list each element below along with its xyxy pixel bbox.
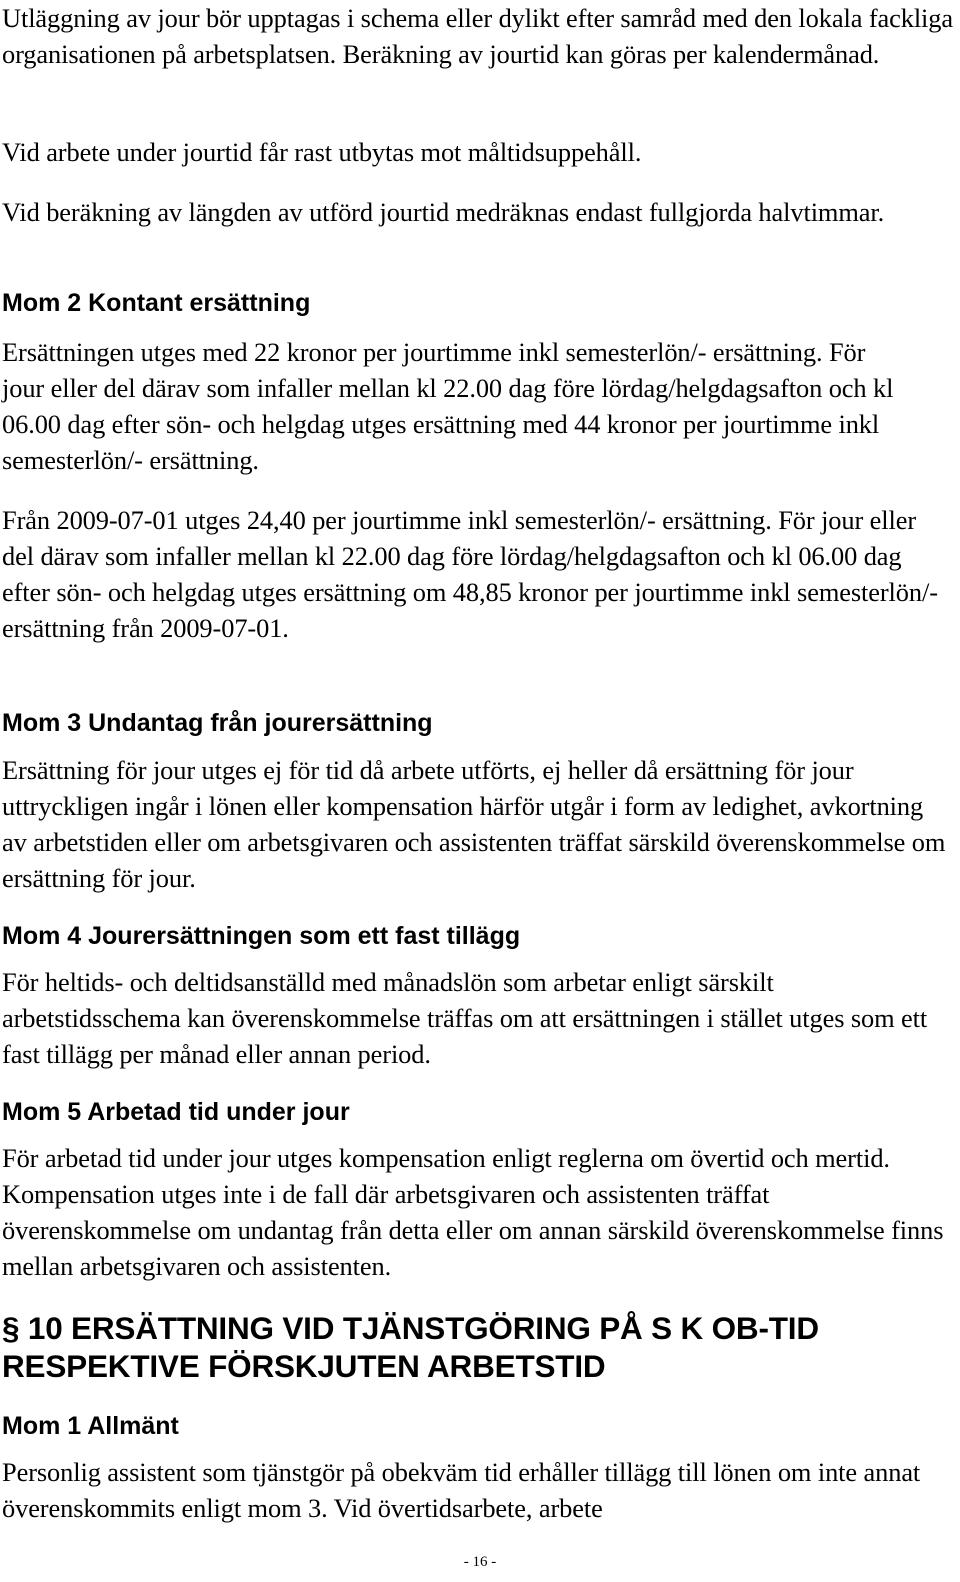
paragraph: Utläggning av jour bör upptagas i schema eller dylikt efter samråd med den lokala fackliga organisationen på arbetsplatsen. Beräkning av jourtid kan göras per kalendermånad. — [2, 3, 953, 69]
page-number: - 16 - — [463, 1554, 497, 1570]
section-heading: Mom 4 Jourersättningen som ett fast tillägg — [2, 922, 521, 950]
paragraph: För arbetad tid under jour utges kompensation enligt reglerna om övertid och mertid. Kompensation utges inte i de fall där arbetsgivaren och assistenten träffat överenskommelse om undantag från detta eller om annan särskild överenskommelse finns mellan arbetsgivaren och assistenten. — [2, 1143, 944, 1281]
section-heading: Mom 1 Allmänt — [2, 1412, 179, 1440]
paragraph: Ersättning för jour utges ej för tid då arbete utförts, ej heller då ersättning för jour uttryckligen ingår i lönen eller kompensation härför utgår i form av ledighet, avkortning av arbetstiden eller om arbetsgivaren och assistenten träffat särskild överenskommelse om ersättning för jour. — [2, 755, 946, 893]
chapter-heading: § 10 ERSÄTTNING VID TJÄNSTGÖRING PÅ S K OB-TID RESPEKTIVE FÖRSKJUTEN ARBETSTID — [2, 1310, 819, 1384]
paragraph: Vid beräkning av längden av utförd jourtid medräknas endast fullgjorda halvtimmar. — [2, 197, 885, 227]
section-heading: Mom 2 Kontant ersättning — [2, 289, 311, 317]
paragraph: Ersättningen utges med 22 kronor per jourtimme inkl semesterlön/- ersättning. För jour eller del därav som infaller mellan kl 22.00 dag före lördag/helgdagsafton och kl 06.00 dag efter sön- och helgdag utges ersättning med 44 kronor per jourtimme inkl semesterlön/- ersättning. — [2, 337, 894, 475]
section-heading: Mom 3 Undantag från jourersättning — [2, 709, 433, 737]
paragraph: Vid arbete under jourtid får rast utbytas mot måltidsuppehåll. — [2, 137, 642, 167]
section-heading: Mom 5 Arbetad tid under jour — [2, 1098, 350, 1126]
paragraph: Personlig assistent som tjänstgör på obekväm tid erhåller tillägg till lönen om inte annat överenskommits enligt mom 3. Vid övertidsarbete, arbete — [2, 1457, 921, 1523]
paragraph: För heltids- och deltidsanställd med månadslön som arbetar enligt särskilt arbetstidsschema kan överenskommelse träffas om att ersättningen i stället utges som ett fast tillägg per månad eller annan period. — [2, 967, 928, 1069]
paragraph: Från 2009-07-01 utges 24,40 per jourtimme inkl semesterlön/- ersättning. För jour eller del därav som infaller mellan kl 22.00 dag före lördag/helgdagsafton och kl 06.00 dag efter sön- och helgdag utges ersättning om 48,85 kronor per jourtimme inkl semesterlön/- ersättning från 2009-07-01. — [2, 505, 938, 643]
